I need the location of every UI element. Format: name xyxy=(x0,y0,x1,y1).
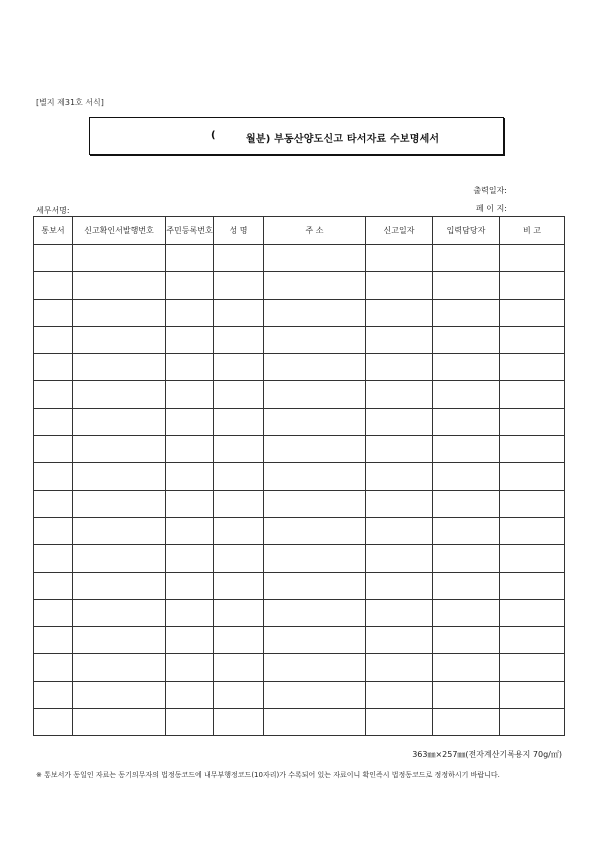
table-cell[interactable] xyxy=(34,599,73,626)
table-cell[interactable] xyxy=(500,490,565,517)
table-cell[interactable] xyxy=(73,299,166,326)
table-cell[interactable] xyxy=(264,408,366,435)
table-row xyxy=(34,599,565,626)
table-cell[interactable] xyxy=(214,436,264,463)
table-row xyxy=(34,654,565,681)
table-cell[interactable] xyxy=(500,545,565,572)
print-date-label: 출력일자: xyxy=(473,186,507,195)
table-cell[interactable] xyxy=(73,245,166,272)
table-cell[interactable] xyxy=(433,599,500,626)
table-cell[interactable] xyxy=(366,654,433,681)
table-cell[interactable] xyxy=(73,545,166,572)
table-cell[interactable] xyxy=(166,463,214,490)
table-cell[interactable] xyxy=(214,517,264,544)
table-cell[interactable] xyxy=(500,627,565,654)
table-cell[interactable] xyxy=(214,599,264,626)
col-header: 주민등록번호 xyxy=(166,217,214,245)
table-cell[interactable] xyxy=(264,490,366,517)
table-cell[interactable] xyxy=(366,245,433,272)
table-cell[interactable] xyxy=(166,599,214,626)
ledger-table xyxy=(33,216,565,736)
table-cell[interactable] xyxy=(166,572,214,599)
title-box xyxy=(89,117,504,155)
table-cell[interactable] xyxy=(166,272,214,299)
table-cell[interactable] xyxy=(214,272,264,299)
table-cell[interactable] xyxy=(264,354,366,381)
table-cell[interactable] xyxy=(34,654,73,681)
table-cell[interactable] xyxy=(73,709,166,736)
table-cell[interactable] xyxy=(500,436,565,463)
table-cell[interactable] xyxy=(433,272,500,299)
table-cell[interactable] xyxy=(264,627,366,654)
table-cell[interactable] xyxy=(264,572,366,599)
table-cell[interactable] xyxy=(73,436,166,463)
table-cell[interactable] xyxy=(34,299,73,326)
table-cell[interactable] xyxy=(433,354,500,381)
table-cell[interactable] xyxy=(433,517,500,544)
table-cell[interactable] xyxy=(264,381,366,408)
table-cell[interactable] xyxy=(433,709,500,736)
table-cell[interactable] xyxy=(166,517,214,544)
table-cell[interactable] xyxy=(34,354,73,381)
table-cell[interactable] xyxy=(214,545,264,572)
table-cell[interactable] xyxy=(366,545,433,572)
table-cell[interactable] xyxy=(73,354,166,381)
table-cell[interactable] xyxy=(166,245,214,272)
table-cell[interactable] xyxy=(433,463,500,490)
table-cell[interactable] xyxy=(34,245,73,272)
table-cell[interactable] xyxy=(214,463,264,490)
table-cell[interactable] xyxy=(73,627,166,654)
col-header: 신고일자 xyxy=(366,217,433,245)
table-cell[interactable] xyxy=(34,709,73,736)
table-cell[interactable] xyxy=(366,436,433,463)
table-row xyxy=(34,572,565,599)
header-row xyxy=(34,217,565,245)
table-cell[interactable] xyxy=(500,517,565,544)
table-cell[interactable] xyxy=(214,354,264,381)
table-cell[interactable] xyxy=(34,572,73,599)
table-cell[interactable] xyxy=(433,545,500,572)
table-cell[interactable] xyxy=(214,299,264,326)
table-cell[interactable] xyxy=(34,463,73,490)
table-cell[interactable] xyxy=(366,681,433,708)
table-row xyxy=(34,326,565,353)
table-cell[interactable] xyxy=(366,599,433,626)
paper-size-note: 363㎜×257㎜(전자계산기록용지 70g/㎡) xyxy=(412,750,562,759)
table-cell[interactable] xyxy=(366,709,433,736)
table-cell[interactable] xyxy=(264,709,366,736)
table-cell[interactable] xyxy=(34,272,73,299)
table-row xyxy=(34,681,565,708)
table-cell[interactable] xyxy=(500,654,565,681)
table-row xyxy=(34,517,565,544)
table-row xyxy=(34,436,565,463)
table-cell[interactable] xyxy=(500,709,565,736)
table-row xyxy=(34,627,565,654)
table-cell[interactable] xyxy=(433,572,500,599)
table-cell[interactable] xyxy=(500,463,565,490)
table-cell[interactable] xyxy=(433,245,500,272)
page-title: 월분) 부동산양도신고 타서자료 수보명세서 xyxy=(246,134,440,145)
table-cell[interactable] xyxy=(366,572,433,599)
table-cell[interactable] xyxy=(366,354,433,381)
table-cell[interactable] xyxy=(166,490,214,517)
table-cell[interactable] xyxy=(166,627,214,654)
table-cell[interactable] xyxy=(73,490,166,517)
table-cell[interactable] xyxy=(34,326,73,353)
office-label: 세무서명: xyxy=(36,206,70,215)
table-cell[interactable] xyxy=(214,326,264,353)
table-cell[interactable] xyxy=(34,681,73,708)
table-cell[interactable] xyxy=(34,436,73,463)
table-cell[interactable] xyxy=(366,326,433,353)
table-cell[interactable] xyxy=(433,381,500,408)
table-cell[interactable] xyxy=(264,299,366,326)
table-cell[interactable] xyxy=(500,245,565,272)
table-cell[interactable] xyxy=(500,381,565,408)
table-cell[interactable] xyxy=(500,326,565,353)
table-cell[interactable] xyxy=(264,681,366,708)
table-cell[interactable] xyxy=(214,245,264,272)
table-cell[interactable] xyxy=(366,490,433,517)
table-cell[interactable] xyxy=(366,463,433,490)
table-cell[interactable] xyxy=(264,245,366,272)
table-cell[interactable] xyxy=(166,681,214,708)
table-cell[interactable] xyxy=(214,381,264,408)
table-cell[interactable] xyxy=(500,599,565,626)
col-header: 신고확인서발행번호 xyxy=(73,217,166,245)
table-row xyxy=(34,408,565,435)
table-row xyxy=(34,381,565,408)
table-cell[interactable] xyxy=(264,654,366,681)
ledger-body xyxy=(34,245,565,736)
table-cell[interactable] xyxy=(366,517,433,544)
table-cell[interactable] xyxy=(166,654,214,681)
table-row xyxy=(34,354,565,381)
table-cell[interactable] xyxy=(433,681,500,708)
table-cell[interactable] xyxy=(366,299,433,326)
table-row xyxy=(34,463,565,490)
table-cell[interactable] xyxy=(73,681,166,708)
table-cell[interactable] xyxy=(433,408,500,435)
table-cell[interactable] xyxy=(214,572,264,599)
table-cell[interactable] xyxy=(264,326,366,353)
table-cell[interactable] xyxy=(500,572,565,599)
table-cell[interactable] xyxy=(433,326,500,353)
col-header: 비 고 xyxy=(500,217,565,245)
table-row xyxy=(34,245,565,272)
table-cell[interactable] xyxy=(500,354,565,381)
table-cell[interactable] xyxy=(500,681,565,708)
table-cell[interactable] xyxy=(73,654,166,681)
table-cell[interactable] xyxy=(73,572,166,599)
table-cell[interactable] xyxy=(264,517,366,544)
table-cell[interactable] xyxy=(73,326,166,353)
table-cell[interactable] xyxy=(433,490,500,517)
table-cell[interactable] xyxy=(34,381,73,408)
table-cell[interactable] xyxy=(366,408,433,435)
title-paren: ( xyxy=(211,130,216,141)
table-cell[interactable] xyxy=(433,627,500,654)
table-cell[interactable] xyxy=(433,654,500,681)
table-cell[interactable] xyxy=(166,545,214,572)
col-header: 입력담당자 xyxy=(433,217,500,245)
footnote: ※ 통보서가 동일인 자료는 동기의무자의 법정동코드에 내무부행정코드(10자리)가 수록되어 있는 자료이니 확인즉시 법정동코드로 정정하시기 바랍니다. xyxy=(36,771,500,779)
table-cell[interactable] xyxy=(34,408,73,435)
table-cell[interactable] xyxy=(214,627,264,654)
table-cell[interactable] xyxy=(500,272,565,299)
table-cell[interactable] xyxy=(214,654,264,681)
table-cell[interactable] xyxy=(366,272,433,299)
table-cell[interactable] xyxy=(73,599,166,626)
table-cell[interactable] xyxy=(366,381,433,408)
col-header: 성 명 xyxy=(214,217,264,245)
table-cell[interactable] xyxy=(264,272,366,299)
table-row xyxy=(34,299,565,326)
table-cell[interactable] xyxy=(166,299,214,326)
page-label: 페 이 지: xyxy=(476,204,507,213)
table-cell[interactable] xyxy=(34,517,73,544)
table-row xyxy=(34,490,565,517)
table-row xyxy=(34,545,565,572)
table-cell[interactable] xyxy=(34,627,73,654)
form-number: [별지 제31호 서식] xyxy=(36,98,104,107)
table-cell[interactable] xyxy=(34,490,73,517)
table-row xyxy=(34,709,565,736)
table-cell[interactable] xyxy=(214,408,264,435)
table-cell[interactable] xyxy=(73,463,166,490)
table-cell[interactable] xyxy=(264,436,366,463)
table-cell[interactable] xyxy=(264,545,366,572)
table-cell[interactable] xyxy=(433,299,500,326)
table-cell[interactable] xyxy=(73,517,166,544)
col-header: 주 소 xyxy=(264,217,366,245)
table-cell[interactable] xyxy=(214,490,264,517)
table-row xyxy=(34,272,565,299)
table-cell[interactable] xyxy=(214,709,264,736)
table-cell[interactable] xyxy=(366,627,433,654)
table-cell[interactable] xyxy=(166,709,214,736)
table-cell[interactable] xyxy=(34,545,73,572)
table-cell[interactable] xyxy=(166,436,214,463)
table-cell[interactable] xyxy=(264,463,366,490)
table-cell[interactable] xyxy=(166,408,214,435)
table-cell[interactable] xyxy=(166,354,214,381)
table-cell[interactable] xyxy=(73,408,166,435)
table-cell[interactable] xyxy=(500,408,565,435)
table-cell[interactable] xyxy=(166,381,214,408)
table-cell[interactable] xyxy=(214,681,264,708)
table-cell[interactable] xyxy=(166,326,214,353)
table-cell[interactable] xyxy=(73,272,166,299)
table-cell[interactable] xyxy=(500,299,565,326)
table-cell[interactable] xyxy=(433,436,500,463)
table-cell[interactable] xyxy=(73,381,166,408)
col-header: 통보서 xyxy=(34,217,73,245)
table-cell[interactable] xyxy=(264,599,366,626)
